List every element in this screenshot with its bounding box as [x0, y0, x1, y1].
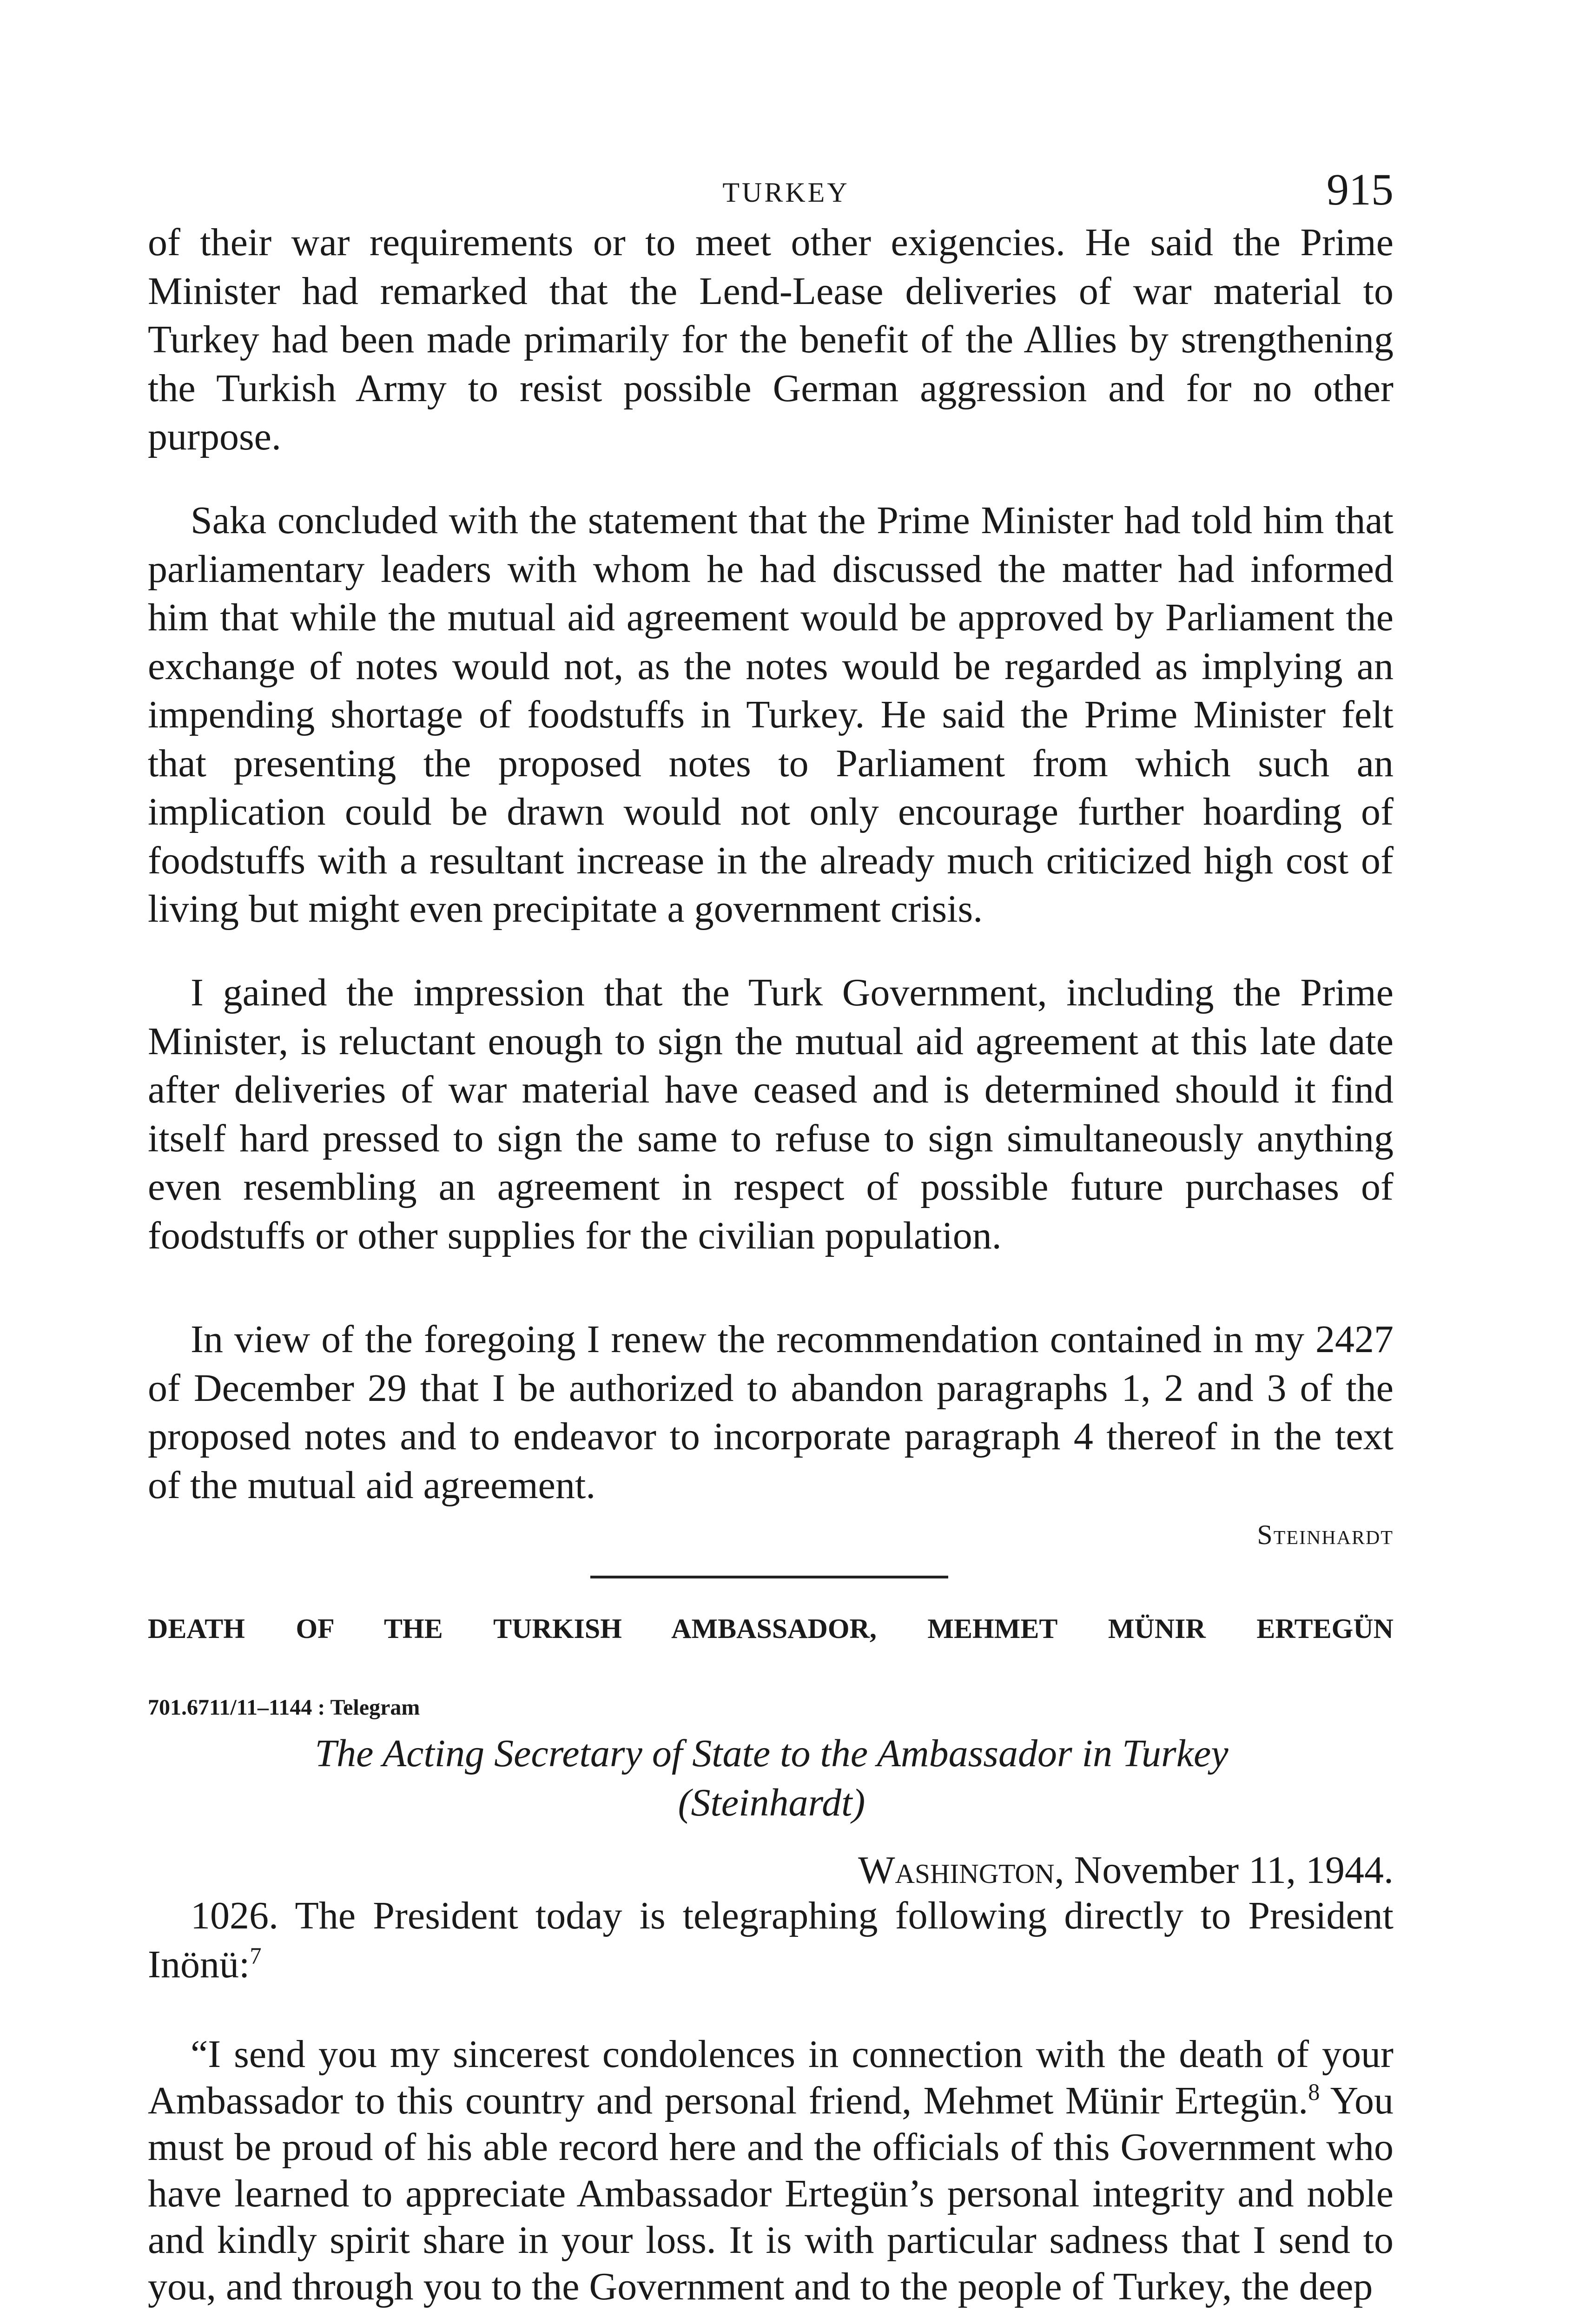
body-paragraph-3: I gained the impression that the Turk Government, including the Prime Minister, is reluctant enough to sign the mutual aid agreement at this late date after deliveries of war material have ceased and is determined should it find itself hard pressed to sign the same to refuse to sign simultaneously anything even resembling an agreement in respect of possible future purchases of foodstuffs or other supplies for the civilian population. — [148, 971, 1394, 1257]
quoted-message — [148, 2031, 1394, 2310]
footnote-reference-8: 8 — [1308, 2079, 1320, 2105]
document-title-line-1: The Acting Secretary of State to the Ambassador in Turkey — [315, 1732, 1229, 1775]
document-reference: 701.6711/11–1144 : Telegram — [148, 1695, 420, 1720]
signature: Steinhardt — [1257, 1519, 1394, 1550]
dateline — [837, 1848, 1394, 1893]
body-paragraph-2: Saka concluded with the statement that the Prime Minister had told him that parliamentary leaders with whom he had discussed the matter had informed him that while the mutual aid agreement would be approved by Parliament the exchange of notes would not, as the notes would be regarded as implying an impending shortage of foodstuffs in Turkey. He said the Prime Minister felt that presenting the proposed notes to Parliament from which such an implication could be drawn would not only encourage further hoarding of foodstuffs with a resultant increase in the already much criticized high cost of living but might even precipitate a government crisis. — [148, 499, 1394, 931]
document-title — [177, 1729, 1367, 1828]
body-paragraph-5 — [148, 1892, 1394, 1989]
body-paragraph-4: In view of the foregoing I renew the recommendation contained in my 2427 of December 29 that I be authorized to abandon paragraphs 1, 2 and 3 of the proposed notes and to endeavor to incorporate paragraph 4 thereof in the text of the mutual aid agreement. — [148, 1318, 1394, 1507]
running-title: TURKEY — [722, 177, 850, 208]
dateline-place: Washington, — [858, 1849, 1064, 1892]
paragraph-5-text: 1026. The President today is telegraphing following directly to President Inönü: — [148, 1894, 1394, 1986]
dateline-date: November 11, 1944. — [1074, 1849, 1394, 1892]
document-title-line-2: (Steinhardt) — [678, 1781, 865, 1824]
footnote-reference-7: 7 — [250, 1942, 262, 1969]
body-paragraph-1: of their war requirements or to meet other exigencies. He said the Prime Minister had remarked that the Lend-Lease deliveries of war material to Turkey had been made primarily for the benefit of the Allies by strengthening the Turkish Army to resist possible German aggression and for no other purpose. — [148, 221, 1394, 458]
section-heading: DEATH OF THE TURKISH AMBASSADOR, MEHMET MÜNIR ERTEGÜN — [148, 1613, 1394, 1644]
section-divider — [590, 1576, 948, 1578]
quote-text-part-2: You must be proud of his able record here and the officials of this Government who have learned to appreciate Ambassador Ertegün’s personal integrity and noble and kindly spirit share in your loss. It is with particular sadness that I send to you, and through you to the Government and to the people of Turkey, the deep — [148, 2079, 1394, 2308]
quote-text-part-1: “I send you my sincerest condolences in connection with the death of your Ambassador to this country and personal friend, Mehmet Münir Ertegün. — [148, 2033, 1394, 2122]
page-number: 915 — [1327, 165, 1394, 214]
